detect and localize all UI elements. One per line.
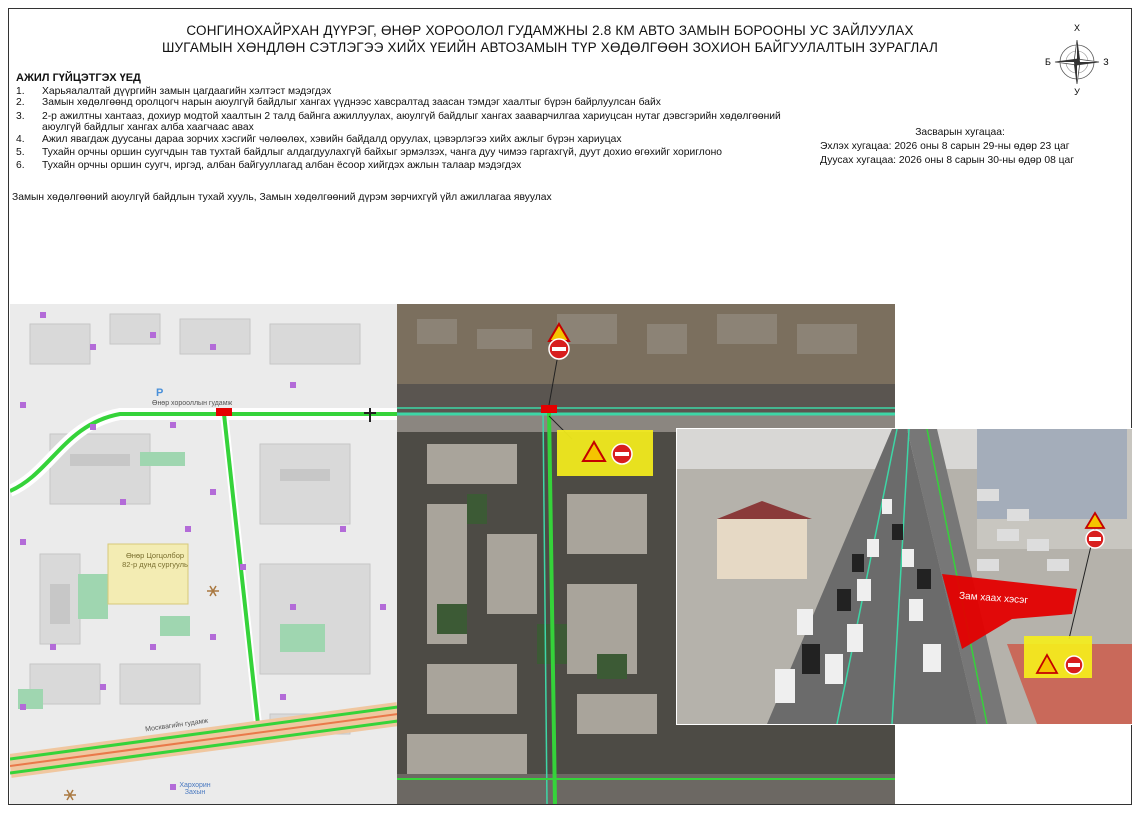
title-line-2: ШУГАМЫН ХӨНДЛӨН СЭТЛЭГЭЭ ХИЙХ ҮЕИЙН АВТОЗАМЫН ТҮР ХӨДӨЛГӨӨН ЗОХИОН БАЙГУУЛАЛТЫН ЗУРАГЛАЛ <box>161 40 939 55</box>
no-entry-icon <box>1065 656 1083 674</box>
road-closure-marker <box>541 405 557 413</box>
list-item: 6. Тухайн орчны оршин суугч, иргэд, албан байгууллагад албан ёсоор хийгдэх ажлын талаар мэдэгдэх <box>16 160 522 172</box>
schedule-heading: Засварын хугацаа: <box>915 127 1005 138</box>
sign-panel <box>1024 636 1092 678</box>
no-entry-icon <box>1086 530 1104 548</box>
compass-rose-icon <box>1045 22 1109 96</box>
list-item: 4. Ажил явагдаж дуусаны дараа зорчих хэсгийг чөлөөлөх, хэвийн байдалд оруулах, цэвэрлэгээ хийх ажлыг бүрэн хариуцах <box>16 133 622 145</box>
road-closure-marker <box>216 408 232 416</box>
requirements-list <box>16 86 786 172</box>
no-entry-icon <box>549 339 569 359</box>
list-item: 1. Харьяалалтай дүүргийн замын цагдаагийн хэлтэст мэдэгдэх <box>16 86 332 97</box>
schedule-start: Эхлэх хугацаа: 2026 оны 8 сарын 29-ны өдөр 23 цаг <box>820 141 1070 152</box>
law-note: Замын хөдөлгөөний аюулгүй байдлын тухай хууль, Замын хөдөлгөөний дүрэм зөрчихгүй үйл ажиллагаа явуулах <box>12 192 552 203</box>
page-title <box>150 22 950 56</box>
market-label: Хархорин Захын <box>179 782 211 796</box>
repair-schedule <box>820 126 1130 168</box>
requirements-heading: АЖИЛ ГҮЙЦЭТГЭХ ҮЕД <box>16 72 141 84</box>
schedule-end: Дуусах хугацаа: 2026 оны 8 сарын 30-ны өдөр 08 цаг <box>820 155 1075 166</box>
street-map <box>10 304 398 804</box>
street-label-bottom: Москвагийн гудамж <box>144 717 209 734</box>
no-entry-icon <box>612 444 632 464</box>
street-label-top: Өнөр хорооллын гудамж <box>152 400 233 407</box>
compass-south: У <box>1074 87 1080 96</box>
parking-icon: P <box>156 387 164 399</box>
sign-panel <box>557 430 653 476</box>
title-line-1: СОНГИНОХАЙРХАН ДҮҮРЭГ, ӨНӨР ХОРООЛОЛ ГУДАМЖНЫ 2.8 КМ АВТО ЗАМЫН БОРООНЫ УС ЗАЙЛУУЛАХ <box>186 23 914 38</box>
compass-west: Б <box>1045 57 1051 67</box>
compass-east: З <box>1103 57 1109 67</box>
school-label: Өнөр Цогцолбор 82-р дунд сургууль <box>122 551 188 569</box>
list-item: 5. Тухайн орчны оршин суугчдын тав тухтай байдлыг алдагдуулахгүй байхыг эрмэлзэх, чанга дуу чимээ гаргахгүй, дуут дохио өгөхийг хориглоно <box>16 147 723 159</box>
list-item: 2. Замын хөдөлгөөнд оролцогч нарын аюулгүй байдлыг хангах үүднээс хавсралтад заасан тэмдэг хаалтыг бүрэн байрлуулсан байх <box>16 97 661 109</box>
closure-zone-label: Зам хаах хэсэг <box>958 590 1029 607</box>
list-item: 3. 2-р ажилтны хантааз, дохиур модтой хаалтын 2 талд байнга ажиллуулах, аюулгүй байдлыг хангах зааварчилгаа хариуцсан нутаг дэвсгэрийн хөдөлгөөний аюулгүй байдлыг хангах алба хаагчаас авах <box>16 110 781 134</box>
compass-north: Х <box>1073 23 1081 33</box>
site-photo <box>676 428 1133 725</box>
